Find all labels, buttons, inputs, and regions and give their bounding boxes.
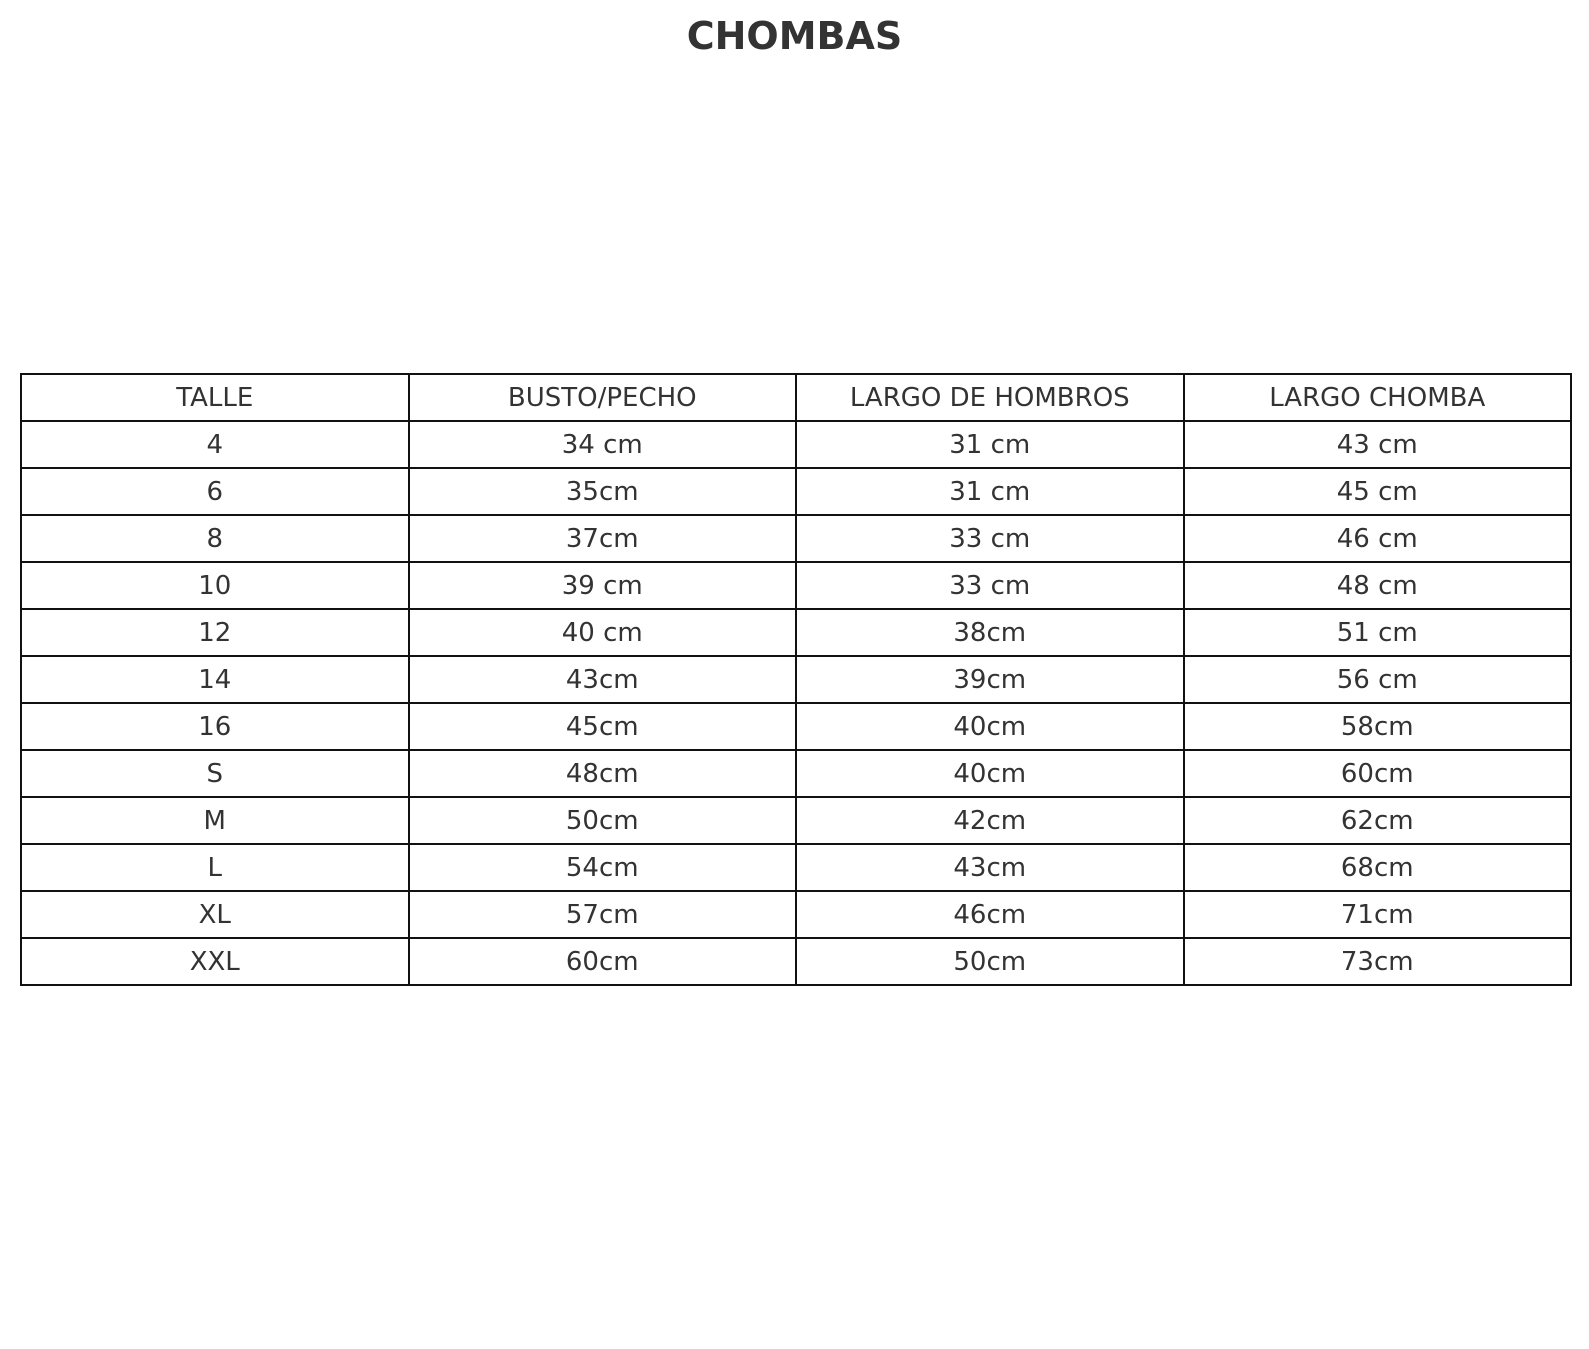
busto-pecho-cell: 35cm [409, 468, 797, 515]
table-row [21, 609, 1571, 656]
column-header-largo-chomba: LARGO CHOMBA [1184, 374, 1572, 421]
largo-de-hombros-cell: 42cm [796, 797, 1184, 844]
table-row [21, 515, 1571, 562]
talle-cell: 10 [21, 562, 409, 609]
table-row [21, 656, 1571, 703]
largo-chomba-cell: 46 cm [1184, 515, 1572, 562]
talle-cell: XXL [21, 938, 409, 985]
size-chart-table [20, 373, 1572, 986]
busto-pecho-cell: 50cm [409, 797, 797, 844]
largo-de-hombros-cell: 43cm [796, 844, 1184, 891]
largo-chomba-cell: 51 cm [1184, 609, 1572, 656]
largo-de-hombros-cell: 39cm [796, 656, 1184, 703]
largo-chomba-cell: 43 cm [1184, 421, 1572, 468]
largo-de-hombros-cell: 38cm [796, 609, 1184, 656]
largo-chomba-cell: 48 cm [1184, 562, 1572, 609]
largo-chomba-cell: 56 cm [1184, 656, 1572, 703]
largo-chomba-cell: 73cm [1184, 938, 1572, 985]
largo-de-hombros-cell: 31 cm [796, 421, 1184, 468]
largo-de-hombros-cell: 46cm [796, 891, 1184, 938]
largo-chomba-cell: 71cm [1184, 891, 1572, 938]
largo-chomba-cell: 58cm [1184, 703, 1572, 750]
column-header-busto-pecho: BUSTO/PECHO [409, 374, 797, 421]
busto-pecho-cell: 48cm [409, 750, 797, 797]
largo-de-hombros-cell: 33 cm [796, 562, 1184, 609]
table-row [21, 750, 1571, 797]
table-row [21, 844, 1571, 891]
talle-cell: 16 [21, 703, 409, 750]
table-row [21, 468, 1571, 515]
talle-cell: 14 [21, 656, 409, 703]
table-row [21, 891, 1571, 938]
busto-pecho-cell: 45cm [409, 703, 797, 750]
talle-cell: XL [21, 891, 409, 938]
busto-pecho-cell: 60cm [409, 938, 797, 985]
table-row [21, 421, 1571, 468]
page-title: CHOMBAS [686, 14, 903, 58]
talle-cell: 4 [21, 421, 409, 468]
largo-chomba-cell: 60cm [1184, 750, 1572, 797]
column-header-largo-de-hombros: LARGO DE HOMBROS [796, 374, 1184, 421]
busto-pecho-cell: 57cm [409, 891, 797, 938]
talle-cell: 6 [21, 468, 409, 515]
busto-pecho-cell: 37cm [409, 515, 797, 562]
largo-de-hombros-cell: 50cm [796, 938, 1184, 985]
busto-pecho-cell: 34 cm [409, 421, 797, 468]
largo-de-hombros-cell: 33 cm [796, 515, 1184, 562]
talle-cell: M [21, 797, 409, 844]
table-header-row [21, 374, 1571, 421]
busto-pecho-cell: 43cm [409, 656, 797, 703]
largo-chomba-cell: 62cm [1184, 797, 1572, 844]
talle-cell: L [21, 844, 409, 891]
talle-cell: 12 [21, 609, 409, 656]
column-header-talle: TALLE [21, 374, 409, 421]
largo-chomba-cell: 68cm [1184, 844, 1572, 891]
largo-de-hombros-cell: 31 cm [796, 468, 1184, 515]
busto-pecho-cell: 40 cm [409, 609, 797, 656]
largo-chomba-cell: 45 cm [1184, 468, 1572, 515]
largo-de-hombros-cell: 40cm [796, 750, 1184, 797]
talle-cell: S [21, 750, 409, 797]
largo-de-hombros-cell: 40cm [796, 703, 1184, 750]
talle-cell: 8 [21, 515, 409, 562]
table-row [21, 938, 1571, 985]
table-row [21, 797, 1571, 844]
busto-pecho-cell: 54cm [409, 844, 797, 891]
table-row [21, 703, 1571, 750]
busto-pecho-cell: 39 cm [409, 562, 797, 609]
table-row [21, 562, 1571, 609]
